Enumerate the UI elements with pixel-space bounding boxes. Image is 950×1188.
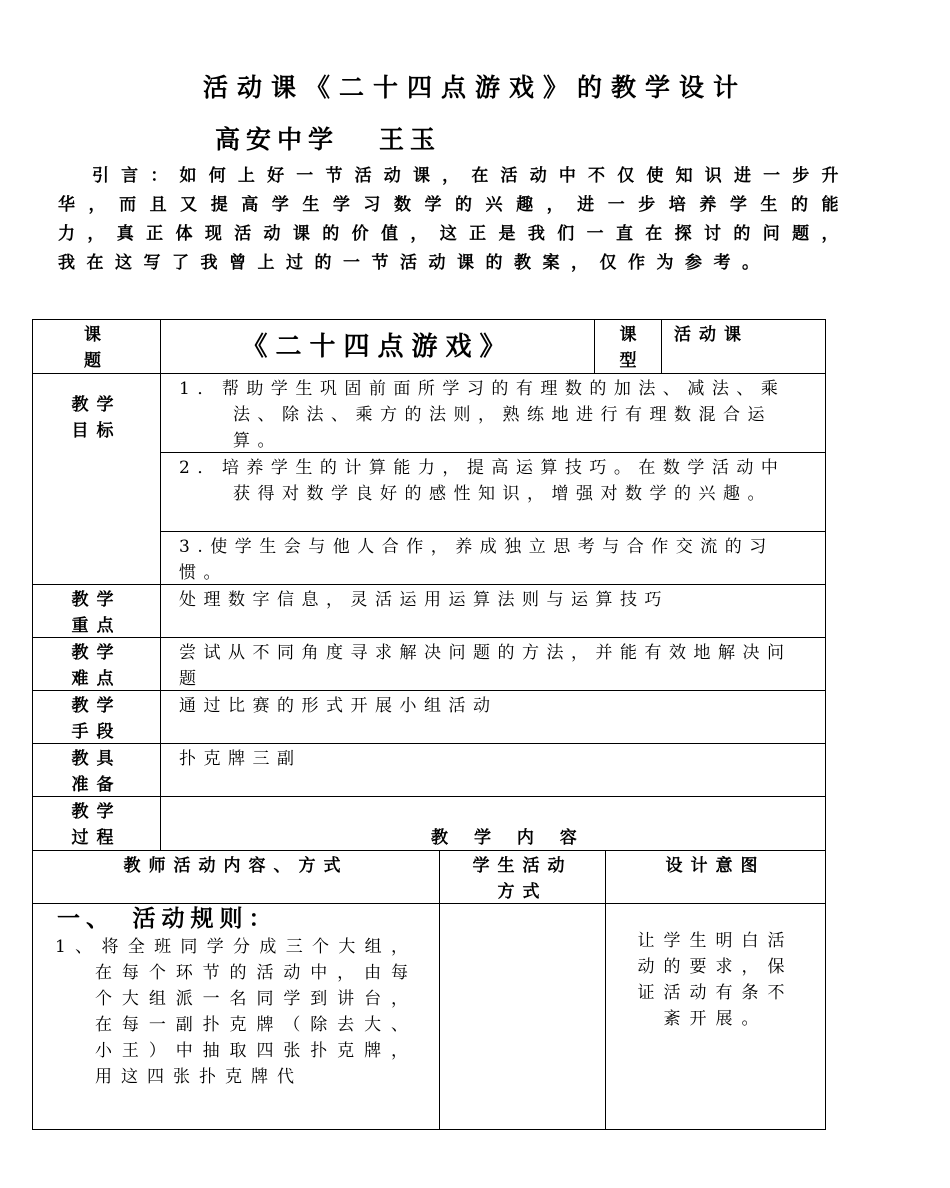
goal-2-text: 2．培养学生的计算能力，提高运算技巧。在数学活动中获得对数学良好的感性知识，增强对数学的兴趣。 xyxy=(179,458,786,504)
tools-value-cell xyxy=(160,743,826,797)
goal-1-text: 1．帮助学生巩固前面所学习的有理数的加法、减法、乘法、除法、乘方的法则，熟练地进行有理数混合运算。 xyxy=(179,379,786,451)
means-label: 教学手段 xyxy=(71,696,122,742)
key-label-cell xyxy=(32,584,161,638)
col-student-header xyxy=(439,850,606,904)
tools-label: 教具准备 xyxy=(71,749,122,795)
student-content-cell xyxy=(439,903,606,1130)
intro-paragraph: 引言：如何上好一节活动课，在活动中不仅使知识进一步升华，而且又提高学生学习数学的兴趣，进一步培养学生的能力，真正体现活动课的价值，这正是我们一直在探讨的问题，我在这写了我曾上过的一节活动课的教案，仅作为参考。 xyxy=(58,166,850,273)
goals-label-cell xyxy=(32,373,161,585)
section-one-title: 一、 活动规则： xyxy=(57,906,278,932)
topic-label-cell xyxy=(32,319,161,374)
means-value: 通过比赛的形式开展小组活动 xyxy=(179,696,498,716)
tools-value: 扑克牌三副 xyxy=(179,749,302,769)
tools-label-cell xyxy=(32,743,161,797)
process-value-cell xyxy=(160,796,826,851)
intent-content-cell xyxy=(605,903,826,1130)
difficulty-label: 教学难点 xyxy=(71,643,122,689)
means-value-cell xyxy=(160,690,826,744)
goal-3-cell xyxy=(160,531,826,585)
author-name: 王玉 xyxy=(379,125,442,154)
type-label-cell xyxy=(594,319,662,374)
rule-one-text: 1、将全班同学分成三个大组，在每个环节的活动中，由每个大组派一名同学到讲台，在每一副扑克牌（除去大、小王）中抽取四张扑克牌，用这四张扑克牌代 xyxy=(55,937,417,1087)
type-value-cell xyxy=(661,319,826,374)
col-intent-label: 设计意图 xyxy=(665,856,766,876)
topic-label: 课题 xyxy=(84,325,109,371)
difficulty-value: 尝试从不同角度寻求解决问题的方法，并能有效地解决问题 xyxy=(179,643,792,689)
goal-1-cell xyxy=(160,373,826,453)
col-intent-header xyxy=(605,850,826,904)
goal-2-cell xyxy=(160,452,826,532)
key-label: 教学重点 xyxy=(71,590,122,636)
goals-label: 教学目标 xyxy=(71,395,122,441)
intent-one-text: 让学生明白活动的要求，保证活动有条不紊开展。 xyxy=(637,931,794,1029)
means-label-cell xyxy=(32,690,161,744)
col-teacher-header xyxy=(32,850,440,904)
type-value: 活动课 xyxy=(674,325,749,345)
author-line xyxy=(215,120,441,156)
col-student-label: 学生活动方式 xyxy=(472,856,573,902)
type-label: 课型 xyxy=(619,325,637,371)
topic-value: 《二十四点游戏》 xyxy=(241,332,514,362)
key-value: 处理数字信息，灵活运用运算法则与运算技巧 xyxy=(179,590,669,610)
goal-3-text: 3.使学生会与他人合作，养成独立思考与合作交流的习惯。 xyxy=(179,537,774,583)
teacher-content-cell xyxy=(32,903,440,1130)
col-teacher-label: 教师活动内容、方式 xyxy=(123,856,349,876)
author-school: 高安中学 xyxy=(215,125,340,154)
difficulty-value-cell xyxy=(160,637,826,691)
document-title: 活动课《二十四点游戏》的教学设计 xyxy=(202,73,747,102)
topic-value-cell xyxy=(160,319,595,374)
key-value-cell xyxy=(160,584,826,638)
process-label-cell xyxy=(32,796,161,851)
process-label: 教学过程 xyxy=(71,802,122,848)
process-value: 教 学 内 容 xyxy=(431,828,587,848)
difficulty-label-cell xyxy=(32,637,161,691)
